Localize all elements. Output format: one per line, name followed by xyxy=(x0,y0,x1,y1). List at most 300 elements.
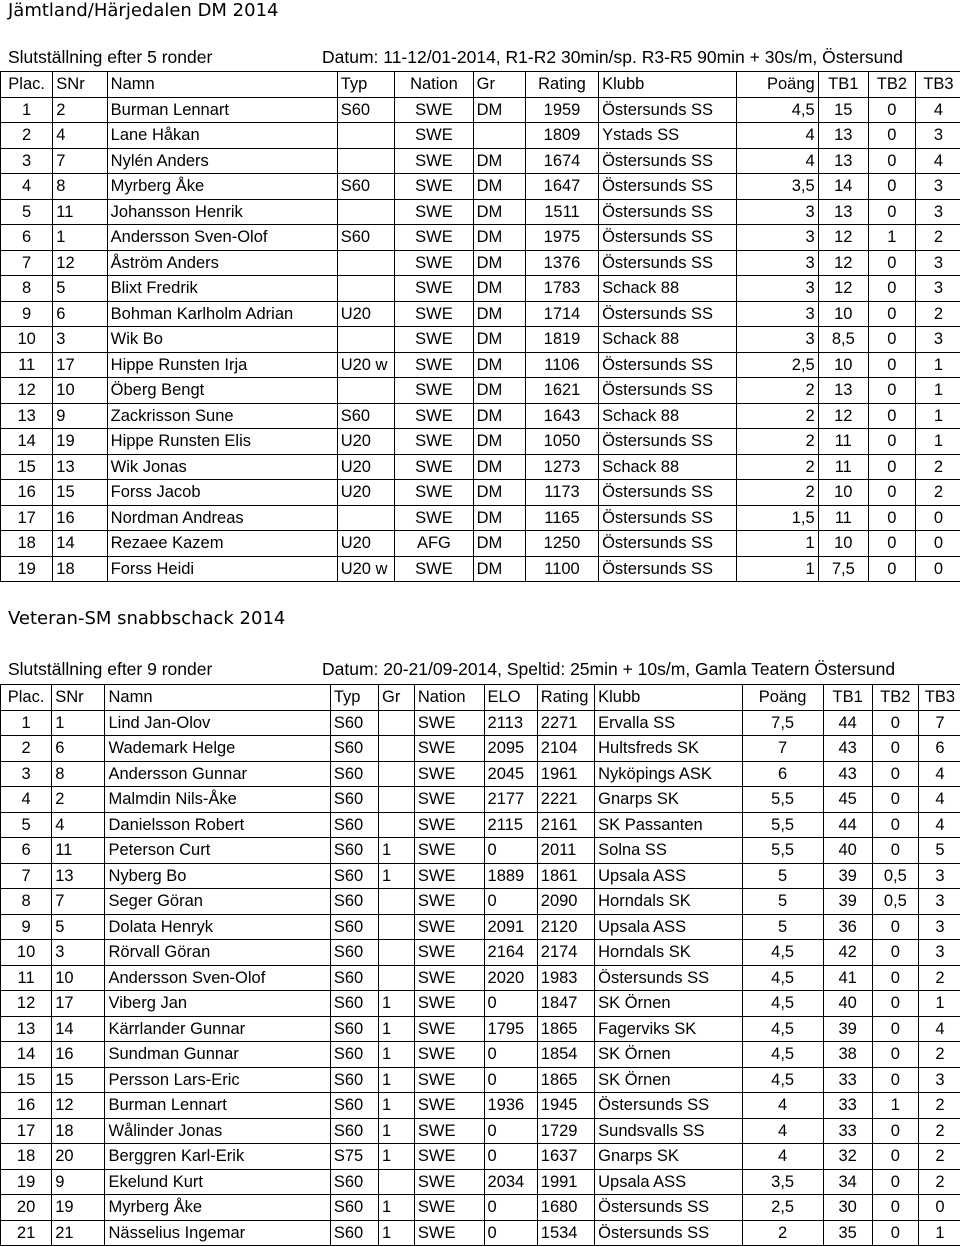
table-cell: 0 xyxy=(915,556,960,582)
table-cell: Burman Lennart xyxy=(107,97,337,123)
table-cell: 0,5 xyxy=(872,889,918,915)
table-cell: DM xyxy=(473,505,525,531)
column-header: Typ xyxy=(330,685,378,711)
table-cell: DM xyxy=(473,225,525,251)
table-cell: 40 xyxy=(823,991,872,1017)
table-cell: Åström Anders xyxy=(107,250,337,276)
table-cell: 3 xyxy=(918,914,960,940)
table-cell: 4,5 xyxy=(742,940,823,966)
table-cell: 1889 xyxy=(484,863,537,889)
table-cell: SWE xyxy=(414,1169,484,1195)
table-cell: 12 xyxy=(818,403,868,429)
table-cell: S60 xyxy=(330,863,378,889)
table-cell: 9 xyxy=(53,403,107,429)
table-cell: Schack 88 xyxy=(599,327,737,353)
table-cell: 2 xyxy=(915,480,960,506)
table-cell: Öberg Bengt xyxy=(107,378,337,404)
table-cell: 40 xyxy=(823,838,872,864)
table-cell: 14 xyxy=(1,429,53,455)
table-cell: 34 xyxy=(823,1169,872,1195)
table-cell: 5 xyxy=(1,812,52,838)
table-cell: 2091 xyxy=(484,914,537,940)
table-cell: 1 xyxy=(868,225,915,251)
table-cell: 3 xyxy=(52,940,105,966)
table-row xyxy=(1,199,960,225)
table-cell: Rezaee Kazem xyxy=(107,531,337,557)
table-cell: 0 xyxy=(484,1042,537,1068)
table-cell: 3 xyxy=(915,276,960,302)
table-cell: 5 xyxy=(742,863,823,889)
table-cell: S60 xyxy=(330,1195,378,1221)
table-cell: SWE xyxy=(414,787,484,813)
table-cell: 1 xyxy=(915,352,960,378)
table-row xyxy=(1,480,960,506)
table-cell: Östersunds SS xyxy=(599,531,737,557)
table-cell: 7 xyxy=(1,863,52,889)
table-row xyxy=(1,1195,960,1221)
table-cell: SWE xyxy=(395,174,473,200)
table-cell: 5,5 xyxy=(742,838,823,864)
table-cell: 1865 xyxy=(537,1016,594,1042)
table-cell xyxy=(379,736,415,762)
table-cell: 5,5 xyxy=(742,812,823,838)
table-cell: Upsala ASS xyxy=(595,863,743,889)
table-cell: SWE xyxy=(414,1093,484,1119)
table-cell xyxy=(379,710,415,736)
table-cell: SWE xyxy=(395,97,473,123)
table-cell: 11 xyxy=(818,454,868,480)
table-cell: 4 xyxy=(918,812,960,838)
table-cell: 19 xyxy=(52,1195,105,1221)
table-cell: 4,5 xyxy=(742,1042,823,1068)
table-cell: 0 xyxy=(872,761,918,787)
table-cell: Östersunds SS xyxy=(595,1093,743,1119)
table-cell: 14 xyxy=(52,1016,105,1042)
table-cell: DM xyxy=(473,148,525,174)
table-cell: 2104 xyxy=(537,736,594,762)
table-cell: 0 xyxy=(484,1118,537,1144)
section2-subtitle-left: Slutställning efter 9 ronder xyxy=(8,659,213,679)
column-header: TB1 xyxy=(818,72,868,98)
section1-subtitle-left: Slutställning efter 5 ronder xyxy=(8,47,213,67)
table-cell: 0 xyxy=(868,429,915,455)
table-row xyxy=(1,174,960,200)
table-cell: Myrberg Åke xyxy=(105,1195,330,1221)
table-cell: 9 xyxy=(52,1169,105,1195)
table-cell: 11 xyxy=(1,965,52,991)
table-cell: 6 xyxy=(742,761,823,787)
table-cell: 16 xyxy=(1,480,53,506)
table-row xyxy=(1,965,960,991)
standings-table-dm xyxy=(0,71,960,582)
table-cell: 16 xyxy=(52,1042,105,1068)
table-cell: 13 xyxy=(1,403,53,429)
table-cell: 1643 xyxy=(525,403,598,429)
table-cell: 39 xyxy=(823,863,872,889)
table-cell: 4 xyxy=(53,123,107,149)
table-cell: 3 xyxy=(737,276,819,302)
column-header: Rating xyxy=(525,72,598,98)
table-cell: 2164 xyxy=(484,940,537,966)
table-cell: 1674 xyxy=(525,148,598,174)
table-cell: 8 xyxy=(52,761,105,787)
table-cell: 2 xyxy=(737,454,819,480)
table-cell: Andersson Sven-Olof xyxy=(105,965,330,991)
table-cell: 0 xyxy=(872,736,918,762)
table-cell: 4,5 xyxy=(742,1067,823,1093)
section2-subtitle xyxy=(8,659,930,681)
table-cell: 2174 xyxy=(537,940,594,966)
table-cell: 2 xyxy=(1,123,53,149)
table-cell: 3 xyxy=(737,225,819,251)
table-cell: 1376 xyxy=(525,250,598,276)
table-cell: 7 xyxy=(52,889,105,915)
table-cell: Kärrlander Gunnar xyxy=(105,1016,330,1042)
table-cell: SWE xyxy=(414,838,484,864)
table-cell: 0 xyxy=(868,174,915,200)
table-cell: Östersunds SS xyxy=(599,250,737,276)
table-cell: 12 xyxy=(818,250,868,276)
table-cell: 11 xyxy=(1,352,53,378)
table-cell: 1861 xyxy=(537,863,594,889)
table-cell: 2 xyxy=(52,787,105,813)
table-cell: 0 xyxy=(915,531,960,557)
table-cell: 20 xyxy=(1,1195,52,1221)
table-cell: 11 xyxy=(818,429,868,455)
table-row xyxy=(1,863,960,889)
table-cell: 3 xyxy=(915,174,960,200)
column-header: ELO xyxy=(484,685,537,711)
table-cell: Östersunds SS xyxy=(599,480,737,506)
table-cell: SWE xyxy=(395,429,473,455)
table-cell: Sundman Gunnar xyxy=(105,1042,330,1068)
table-row xyxy=(1,838,960,864)
table-cell: 0 xyxy=(872,965,918,991)
table-cell: 1106 xyxy=(525,352,598,378)
column-header: Namn xyxy=(105,685,330,711)
table-cell: S60 xyxy=(330,889,378,915)
table-cell: DM xyxy=(473,250,525,276)
table-cell: 3 xyxy=(737,250,819,276)
table-row xyxy=(1,352,960,378)
table-cell: SWE xyxy=(414,1042,484,1068)
table-cell: 0 xyxy=(484,838,537,864)
table-cell: 1983 xyxy=(537,965,594,991)
table-cell: 3 xyxy=(737,327,819,353)
table-cell xyxy=(379,940,415,966)
table-cell: 10 xyxy=(53,378,107,404)
table-cell: 1621 xyxy=(525,378,598,404)
table-cell: SWE xyxy=(395,403,473,429)
table-cell: Östersunds SS xyxy=(599,148,737,174)
table-cell: 4 xyxy=(915,148,960,174)
table-cell: 39 xyxy=(823,889,872,915)
table-cell: DM xyxy=(473,97,525,123)
table-cell: DM xyxy=(473,480,525,506)
section1-subtitle-right: Datum: 11-12/01-2014, R1-R2 30min/sp. R3-R5 90min + 30s/m, Östersund xyxy=(322,47,903,67)
table-cell: Blixt Fredrik xyxy=(107,276,337,302)
table-cell: Östersunds SS xyxy=(599,429,737,455)
table-cell: 17 xyxy=(1,1118,52,1144)
table-cell: 30 xyxy=(823,1195,872,1221)
table-row xyxy=(1,505,960,531)
table-cell: 18 xyxy=(1,531,53,557)
table-cell: S60 xyxy=(330,812,378,838)
table-cell: 1809 xyxy=(525,123,598,149)
table-cell: 8,5 xyxy=(818,327,868,353)
table-cell: 15 xyxy=(818,97,868,123)
table-cell: 0 xyxy=(872,1169,918,1195)
table-cell: 1959 xyxy=(525,97,598,123)
table-cell xyxy=(337,505,395,531)
table-cell: Nordman Andreas xyxy=(107,505,337,531)
table-cell xyxy=(379,889,415,915)
table-cell: 11 xyxy=(818,505,868,531)
table-cell: SWE xyxy=(395,378,473,404)
section2-title: Veteran-SM snabbschack 2014 xyxy=(8,608,286,629)
table-cell: 6 xyxy=(1,838,52,864)
column-header: Namn xyxy=(107,72,337,98)
table-cell: 1961 xyxy=(537,761,594,787)
table-row xyxy=(1,225,960,251)
table-cell: 2271 xyxy=(537,710,594,736)
table-cell: Upsala ASS xyxy=(595,914,743,940)
table-cell: S60 xyxy=(330,1093,378,1119)
table-cell: 5 xyxy=(1,199,53,225)
table-cell: SWE xyxy=(414,1067,484,1093)
table-cell: 0 xyxy=(872,812,918,838)
table-cell: 15 xyxy=(53,480,107,506)
table-cell: 2113 xyxy=(484,710,537,736)
table-cell: 1975 xyxy=(525,225,598,251)
table-cell xyxy=(337,378,395,404)
table-cell: 3 xyxy=(915,250,960,276)
table-cell: SWE xyxy=(414,736,484,762)
table-cell: 21 xyxy=(52,1220,105,1246)
column-header: SNr xyxy=(53,72,107,98)
table-cell: 1 xyxy=(737,556,819,582)
table-cell: 0 xyxy=(868,403,915,429)
table-cell: 2045 xyxy=(484,761,537,787)
table-cell: 12 xyxy=(1,991,52,1017)
table-cell: 11 xyxy=(53,199,107,225)
table-cell xyxy=(379,965,415,991)
table-cell: 1 xyxy=(918,991,960,1017)
section1-subtitle xyxy=(8,47,930,69)
table-cell: Horndals SK xyxy=(595,889,743,915)
table-cell xyxy=(337,123,395,149)
table-cell: 4 xyxy=(742,1144,823,1170)
table-row xyxy=(1,940,960,966)
table-cell: Forss Jacob xyxy=(107,480,337,506)
table-cell: Malmdin Nils-Åke xyxy=(105,787,330,813)
table-cell: S60 xyxy=(330,761,378,787)
table-cell: Forss Heidi xyxy=(107,556,337,582)
section2-subtitle-right: Datum: 20-21/09-2014, Speltid: 25min + 10s/m, Gamla Teatern Östersund xyxy=(322,659,896,679)
table-cell: Burman Lennart xyxy=(105,1093,330,1119)
table-row xyxy=(1,812,960,838)
table-cell: SWE xyxy=(414,1195,484,1221)
table-cell: 44 xyxy=(823,710,872,736)
column-header: TB1 xyxy=(823,685,872,711)
table-cell: S60 xyxy=(330,736,378,762)
table-cell: Seger Göran xyxy=(105,889,330,915)
table-cell: SWE xyxy=(395,301,473,327)
table-cell: 3,5 xyxy=(737,174,819,200)
column-header: Klubb xyxy=(599,72,737,98)
table-cell: 0 xyxy=(872,1042,918,1068)
table-cell: 0 xyxy=(484,1067,537,1093)
table-cell: 2 xyxy=(737,378,819,404)
table-cell: Östersunds SS xyxy=(595,965,743,991)
table-row xyxy=(1,454,960,480)
table-row xyxy=(1,1067,960,1093)
table-cell: SWE xyxy=(395,556,473,582)
table-cell: 2 xyxy=(1,736,52,762)
table-cell: 39 xyxy=(823,1016,872,1042)
table-cell: 17 xyxy=(53,352,107,378)
table-cell: 0 xyxy=(868,199,915,225)
table-cell: 16 xyxy=(1,1093,52,1119)
table-cell: Dolata Henryk xyxy=(105,914,330,940)
table-cell: 3 xyxy=(737,199,819,225)
table-cell: 1783 xyxy=(525,276,598,302)
table-cell: 1 xyxy=(379,1093,415,1119)
table-cell: 6 xyxy=(1,225,53,251)
table-cell: 11 xyxy=(52,838,105,864)
column-header: Plac. xyxy=(1,685,52,711)
table-cell: 6 xyxy=(52,736,105,762)
table-cell: 3,5 xyxy=(742,1169,823,1195)
table-cell: 14 xyxy=(818,174,868,200)
table-cell: S60 xyxy=(337,97,395,123)
table-cell: 4 xyxy=(737,123,819,149)
table-cell: SK Passanten xyxy=(595,812,743,838)
table-cell: 0 xyxy=(868,531,915,557)
table-cell: DM xyxy=(473,301,525,327)
table-cell: U20 xyxy=(337,531,395,557)
table-cell: SWE xyxy=(414,914,484,940)
table-cell: 2 xyxy=(918,1118,960,1144)
table-cell: SWE xyxy=(395,454,473,480)
table-cell: 1 xyxy=(1,710,52,736)
column-header: Typ xyxy=(337,72,395,98)
table-cell xyxy=(379,812,415,838)
table-cell xyxy=(337,327,395,353)
table-cell: 2 xyxy=(737,403,819,429)
table-cell: 1865 xyxy=(537,1067,594,1093)
table-row xyxy=(1,97,960,123)
table-cell: 1 xyxy=(379,1118,415,1144)
table-cell: 0 xyxy=(868,454,915,480)
table-row xyxy=(1,1169,960,1195)
table-cell: 17 xyxy=(52,991,105,1017)
table-cell: 1 xyxy=(379,1220,415,1246)
table-cell: 10 xyxy=(818,480,868,506)
table-row xyxy=(1,531,960,557)
table-cell: 2161 xyxy=(537,812,594,838)
table-cell: 15 xyxy=(52,1067,105,1093)
column-header: TB3 xyxy=(918,685,960,711)
table-cell: DM xyxy=(473,352,525,378)
table-cell: Wålinder Jonas xyxy=(105,1118,330,1144)
column-header: SNr xyxy=(52,685,105,711)
table-cell: 1 xyxy=(737,531,819,557)
table-cell: DM xyxy=(473,429,525,455)
table-cell: 4 xyxy=(1,174,53,200)
table-row xyxy=(1,761,960,787)
table-cell: 4,5 xyxy=(742,991,823,1017)
table-cell: SWE xyxy=(414,1118,484,1144)
table-cell: 0 xyxy=(872,1118,918,1144)
table-cell: 4 xyxy=(915,97,960,123)
table-cell: 12 xyxy=(53,250,107,276)
column-header: Plac. xyxy=(1,72,53,98)
table-cell: DM xyxy=(473,556,525,582)
table-cell: S60 xyxy=(330,787,378,813)
table-cell: 2034 xyxy=(484,1169,537,1195)
table-cell: 43 xyxy=(823,761,872,787)
table-cell: Östersunds SS xyxy=(599,352,737,378)
table-cell: 5 xyxy=(742,889,823,915)
table-cell xyxy=(337,148,395,174)
table-cell: SWE xyxy=(414,1144,484,1170)
table-cell: 1173 xyxy=(525,480,598,506)
table-cell: DM xyxy=(473,454,525,480)
table-cell: Upsala ASS xyxy=(595,1169,743,1195)
table-cell: 0 xyxy=(868,123,915,149)
table-cell: 1647 xyxy=(525,174,598,200)
table-cell: 0 xyxy=(868,505,915,531)
table-cell: 8 xyxy=(1,889,52,915)
table-cell: SWE xyxy=(395,123,473,149)
table-row xyxy=(1,736,960,762)
table-row xyxy=(1,1016,960,1042)
table-cell: 4 xyxy=(52,812,105,838)
table-cell: Gnarps SK xyxy=(595,1144,743,1170)
table-cell: Andersson Sven-Olof xyxy=(107,225,337,251)
table-cell: S75 xyxy=(330,1144,378,1170)
table-cell: 1 xyxy=(918,1220,960,1246)
table-cell: 0 xyxy=(484,1144,537,1170)
table-cell: DM xyxy=(473,276,525,302)
table-cell: S60 xyxy=(330,1067,378,1093)
table-cell: Ervalla SS xyxy=(595,710,743,736)
table-cell: 1250 xyxy=(525,531,598,557)
table-cell: Sundsvalls SS xyxy=(595,1118,743,1144)
table-cell: Fagerviks SK xyxy=(595,1016,743,1042)
table-cell: Horndals SK xyxy=(595,940,743,966)
table-cell: Schack 88 xyxy=(599,403,737,429)
table-cell: 2 xyxy=(737,429,819,455)
table-cell: 2 xyxy=(915,301,960,327)
table-cell: 1991 xyxy=(537,1169,594,1195)
table-cell: 1 xyxy=(379,1042,415,1068)
table-cell: 2011 xyxy=(537,838,594,864)
table-cell: 13 xyxy=(818,199,868,225)
table-cell: S60 xyxy=(330,838,378,864)
table-cell: 4 xyxy=(742,1093,823,1119)
table-cell: 1 xyxy=(379,863,415,889)
table-cell: SWE xyxy=(414,1016,484,1042)
table-cell: SWE xyxy=(395,225,473,251)
table-cell: 5,5 xyxy=(742,787,823,813)
table-cell: 44 xyxy=(823,812,872,838)
table-cell: 19 xyxy=(53,429,107,455)
table-cell: Rörvall Göran xyxy=(105,940,330,966)
table-cell: 4 xyxy=(918,761,960,787)
table-cell: DM xyxy=(473,174,525,200)
